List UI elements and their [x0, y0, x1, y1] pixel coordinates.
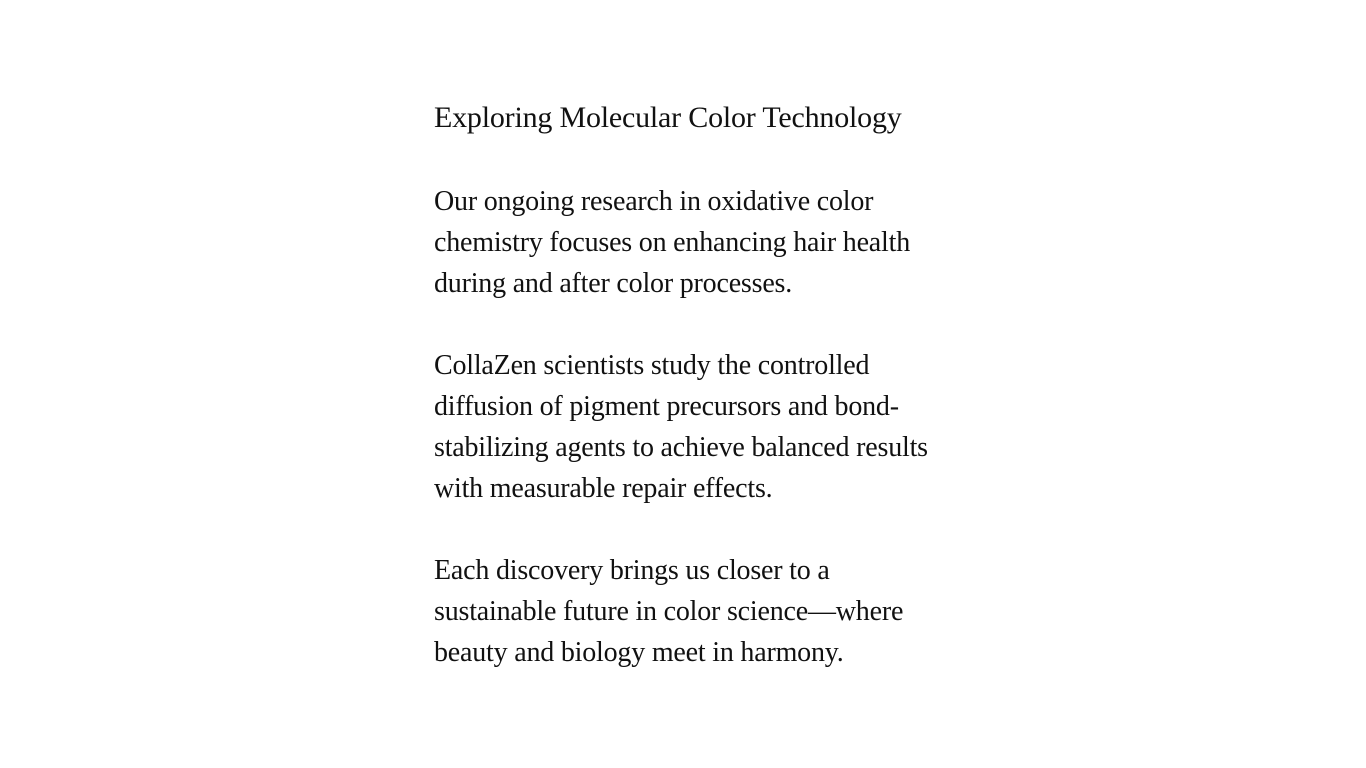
article-title: Exploring Molecular Color Technology	[434, 101, 902, 134]
paragraph-line: chemistry focuses on enhancing hair health	[434, 227, 910, 258]
paragraph-line: stabilizing agents to achieve balanced results	[434, 432, 928, 463]
paragraph-line: sustainable future in color science—where	[434, 596, 904, 627]
paragraph-line: during and after color processes.	[434, 268, 793, 299]
paragraph-research-intro	[434, 181, 934, 304]
paragraph-line: diffusion of pigment precursors and bond-	[434, 391, 899, 422]
paragraph-line: Our ongoing research in oxidative color	[434, 186, 874, 217]
paragraph-line: beauty and biology meet in harmony.	[434, 637, 844, 668]
article-content	[434, 96, 934, 673]
paragraph-line: Each discovery brings us closer to a	[434, 555, 830, 586]
paragraph-scientists	[434, 345, 934, 509]
paragraph-line: CollaZen scientists study the controlled	[434, 350, 870, 381]
paragraph-line: with measurable repair effects.	[434, 473, 773, 504]
paragraph-discovery	[434, 550, 934, 673]
